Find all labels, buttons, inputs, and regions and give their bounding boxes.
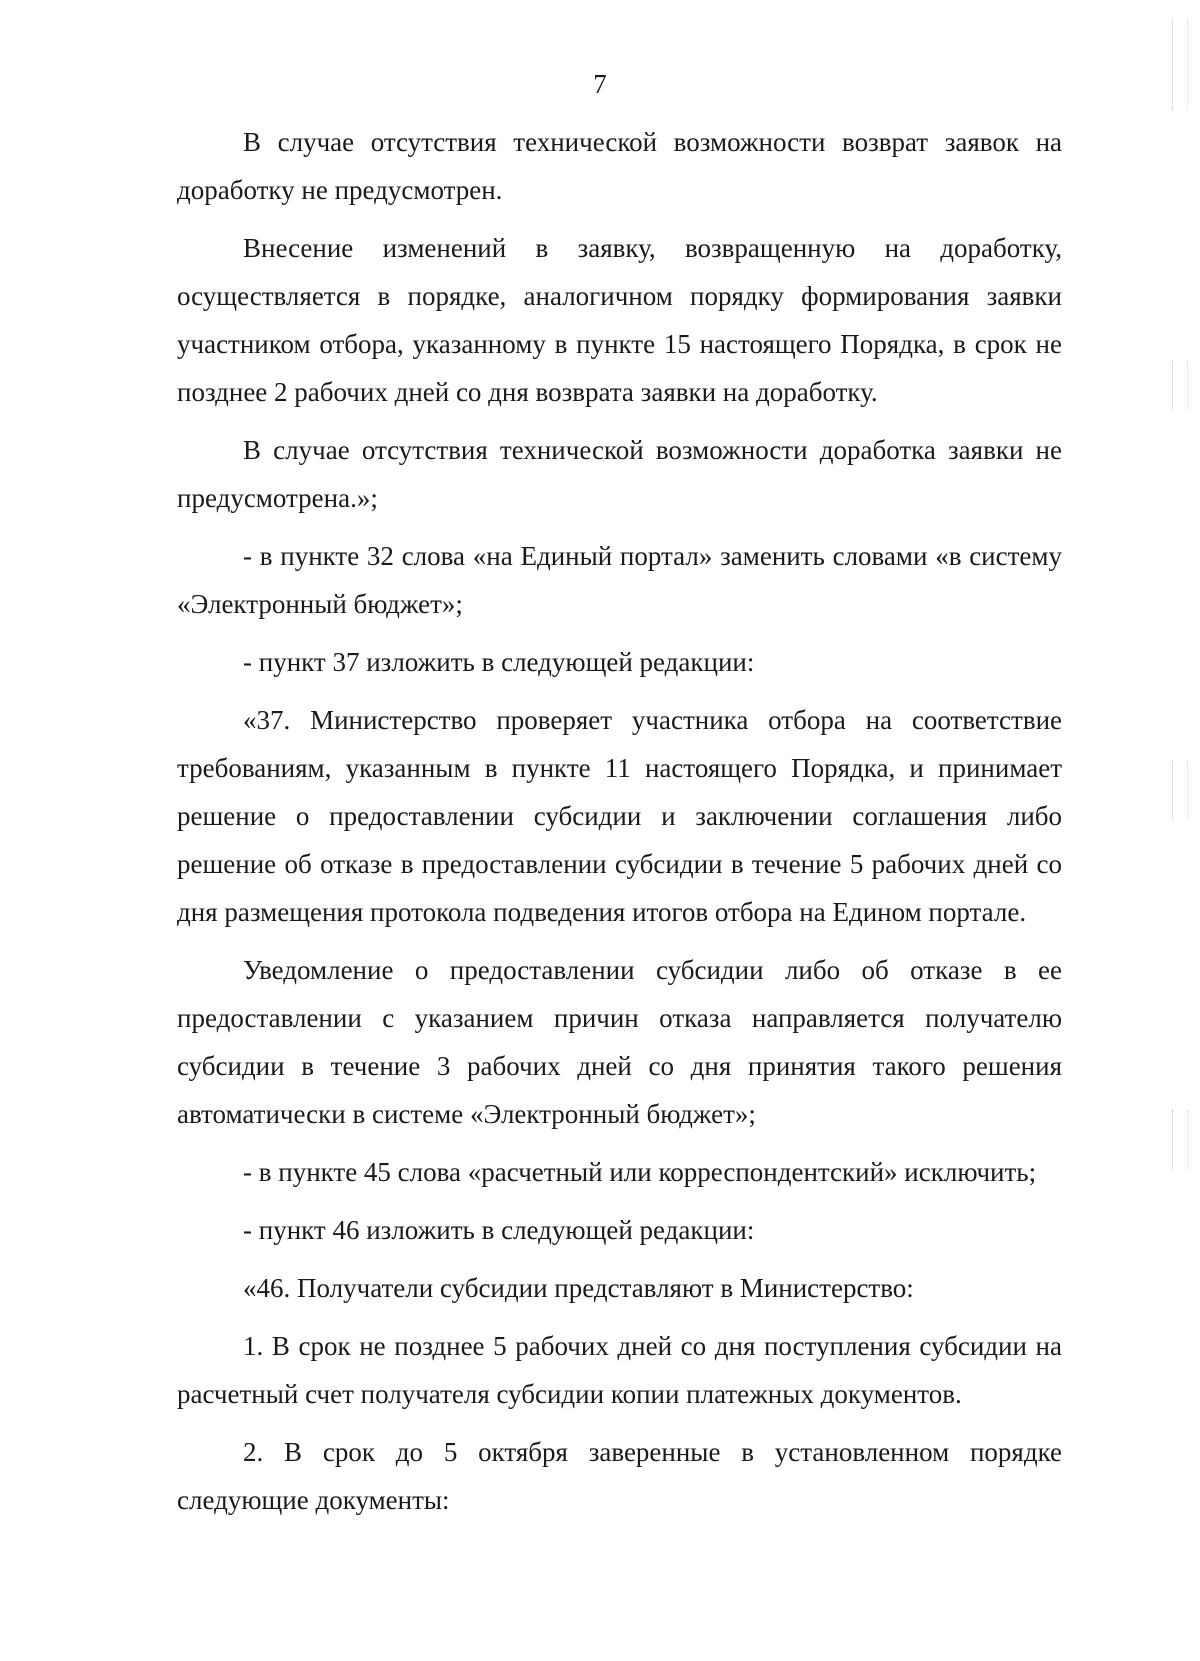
paragraph-10: «46. Получатели субсидии представляют в Министерство:: [243, 1273, 914, 1303]
page-number: 7: [593, 69, 607, 99]
paragraph-12: 2. В срок до 5 октября заверенные в установленном порядке следующие документы:: [177, 1437, 1062, 1515]
paragraph-3: В случае отсутствия технической возможности доработка заявки не предусмотрена.»;: [177, 435, 1062, 513]
document-body: [177, 118, 1062, 1534]
paragraph-5: - пункт 37 изложить в следующей редакции:: [243, 647, 755, 677]
paragraph-1: В случае отсутствия технической возможности возврат заявок на доработку не предусмотрен.: [177, 127, 1062, 205]
paragraph-4: - в пункте 32 слова «на Единый портал» заменить словами «в систему «Электронный бюджет»;: [177, 541, 1062, 619]
scan-edge-mark: [1172, 360, 1188, 410]
paragraph-2: Внесение изменений в заявку, возвращенную на доработку, осуществляется в порядке, аналогичном порядку формирования заявки участником отбора, указанному в пункте 15 настоящего Порядка, в срок не позднее 2 рабочих дней со дня возврата заявки на доработку.: [177, 233, 1062, 407]
paragraph-9: - пункт 46 изложить в следующей редакции:: [243, 1215, 755, 1245]
scan-edge-mark: [1172, 760, 1188, 820]
paragraph-6: «37. Министерство проверяет участника отбора на соответствие требованиям, указанным в пункте 11 настоящего Порядка, и принимает решение о предоставлении субсидии и заключении соглашения либо решение об отказе в предоставлении субсидии в течение 5 рабочих дней со дня размещения протокола подведения итогов отбора на Едином портале.: [177, 705, 1062, 927]
paragraph-7: Уведомление о предоставлении субсидии либо об отказе в ее предоставлении с указанием причин отказа направляется получателю субсидии в течение 3 рабочих дней со дня принятия такого решения автоматически в системе «Электронный бюджет»;: [177, 955, 1062, 1129]
scan-edge-mark: [1172, 1110, 1188, 1170]
scan-edge-mark: [1172, 20, 1188, 110]
paragraph-8: - в пункте 45 слова «расчетный или корреспондентский» исключить;: [243, 1157, 1037, 1187]
paragraph-11: 1. В срок не позднее 5 рабочих дней со дня поступления субсидии на расчетный счет получателя субсидии копии платежных документов.: [177, 1331, 1062, 1409]
